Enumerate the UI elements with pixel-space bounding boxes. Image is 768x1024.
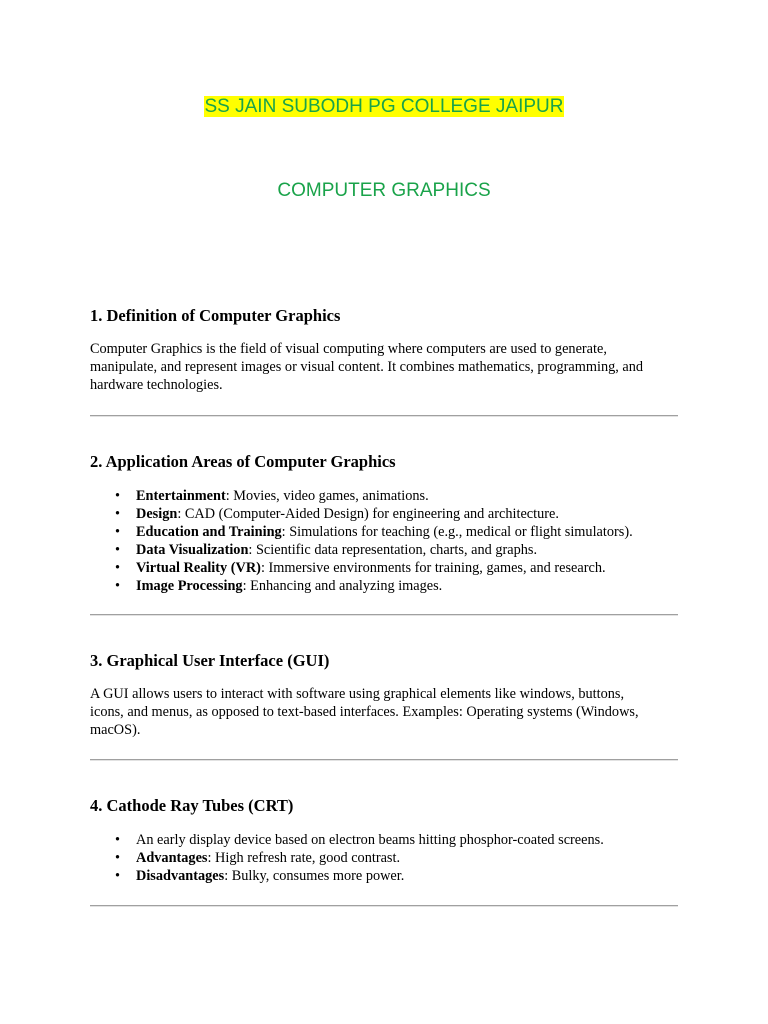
list-item (115, 577, 680, 595)
list-item-term: Data Visualization (136, 542, 249, 558)
horizontal-rule (90, 415, 678, 417)
list-item-term: Virtual Reality (VR) (136, 560, 261, 576)
bullet-icon: • (115, 524, 121, 540)
list-item (115, 487, 680, 505)
list-item-text: : Enhancing and analyzing images. (242, 578, 443, 594)
section-paragraph (90, 340, 680, 394)
college-title-text: SS JAIN SUBODH PG COLLEGE JAIPUR (204, 96, 564, 117)
bullet-list (90, 831, 680, 885)
list-item-term: Image Processing (136, 578, 243, 594)
section-gui (90, 650, 680, 739)
list-item (115, 505, 680, 523)
paragraph-line: A GUI allows users to interact with software using graphical elements like windows, buttons, (90, 686, 625, 702)
list-item (115, 523, 680, 541)
list-item-text: : Bulky, consumes more power. (224, 868, 405, 884)
list-item-text: : Immersive environments for training, games, and research. (260, 560, 606, 576)
list-item-term: Advantages (136, 850, 208, 866)
horizontal-rule (90, 614, 678, 616)
section-heading: 1. Definition of Computer Graphics (90, 306, 341, 325)
bullet-icon: • (115, 506, 121, 522)
section-paragraph (90, 685, 680, 739)
list-item (115, 849, 680, 867)
list-item-term: Design (136, 506, 178, 522)
paragraph-line: hardware technologies. (90, 377, 223, 393)
section-heading: 3. Graphical User Interface (GUI) (90, 651, 330, 670)
section-heading: 4. Cathode Ray Tubes (CRT) (90, 796, 294, 815)
list-item-text: An early display device based on electron beams hitting phosphor-coated screens. (136, 832, 604, 848)
section-heading: 2. Application Areas of Computer Graphics (90, 452, 396, 471)
bullet-list (90, 487, 680, 595)
section-application-areas (90, 451, 680, 595)
paragraph-line: macOS). (90, 722, 141, 738)
bullet-icon: • (115, 488, 121, 504)
section-definition (90, 305, 680, 394)
college-title (0, 94, 768, 120)
bullet-icon: • (115, 542, 121, 558)
list-item (115, 559, 680, 577)
bullet-icon: • (115, 578, 121, 594)
list-item-term: Education and Training (136, 524, 282, 540)
section-crt (90, 795, 680, 885)
bullet-icon: • (115, 868, 121, 884)
horizontal-rule (90, 905, 678, 907)
list-item (115, 541, 680, 559)
list-item-text: : CAD (Computer-Aided Design) for engineering and architecture. (177, 506, 559, 522)
list-item (115, 867, 680, 885)
subject-title: COMPUTER GRAPHICS (277, 180, 491, 201)
bullet-icon: • (115, 832, 121, 848)
horizontal-rule (90, 759, 678, 761)
list-item-term: Entertainment (136, 488, 226, 504)
list-item-text: : Scientific data representation, charts, and graphs. (248, 542, 538, 558)
bullet-icon: • (115, 560, 121, 576)
list-item-text: : Movies, video games, animations. (225, 488, 429, 504)
list-item-text: : High refresh rate, good contrast. (207, 850, 401, 866)
paragraph-line: icons, and menus, as opposed to text-based interfaces. Examples: Operating systems (Windows, (90, 704, 639, 720)
bullet-icon: • (115, 850, 121, 866)
list-item-text: : Simulations for teaching (e.g., medical or flight simulators). (281, 524, 633, 540)
paragraph-line: Computer Graphics is the field of visual computing where computers are used to generate, (90, 341, 607, 357)
paragraph-line: manipulate, and represent images or visual content. It combines mathematics, programming, and (90, 359, 644, 375)
list-item-term: Disadvantages (136, 868, 225, 884)
list-item (115, 831, 680, 849)
